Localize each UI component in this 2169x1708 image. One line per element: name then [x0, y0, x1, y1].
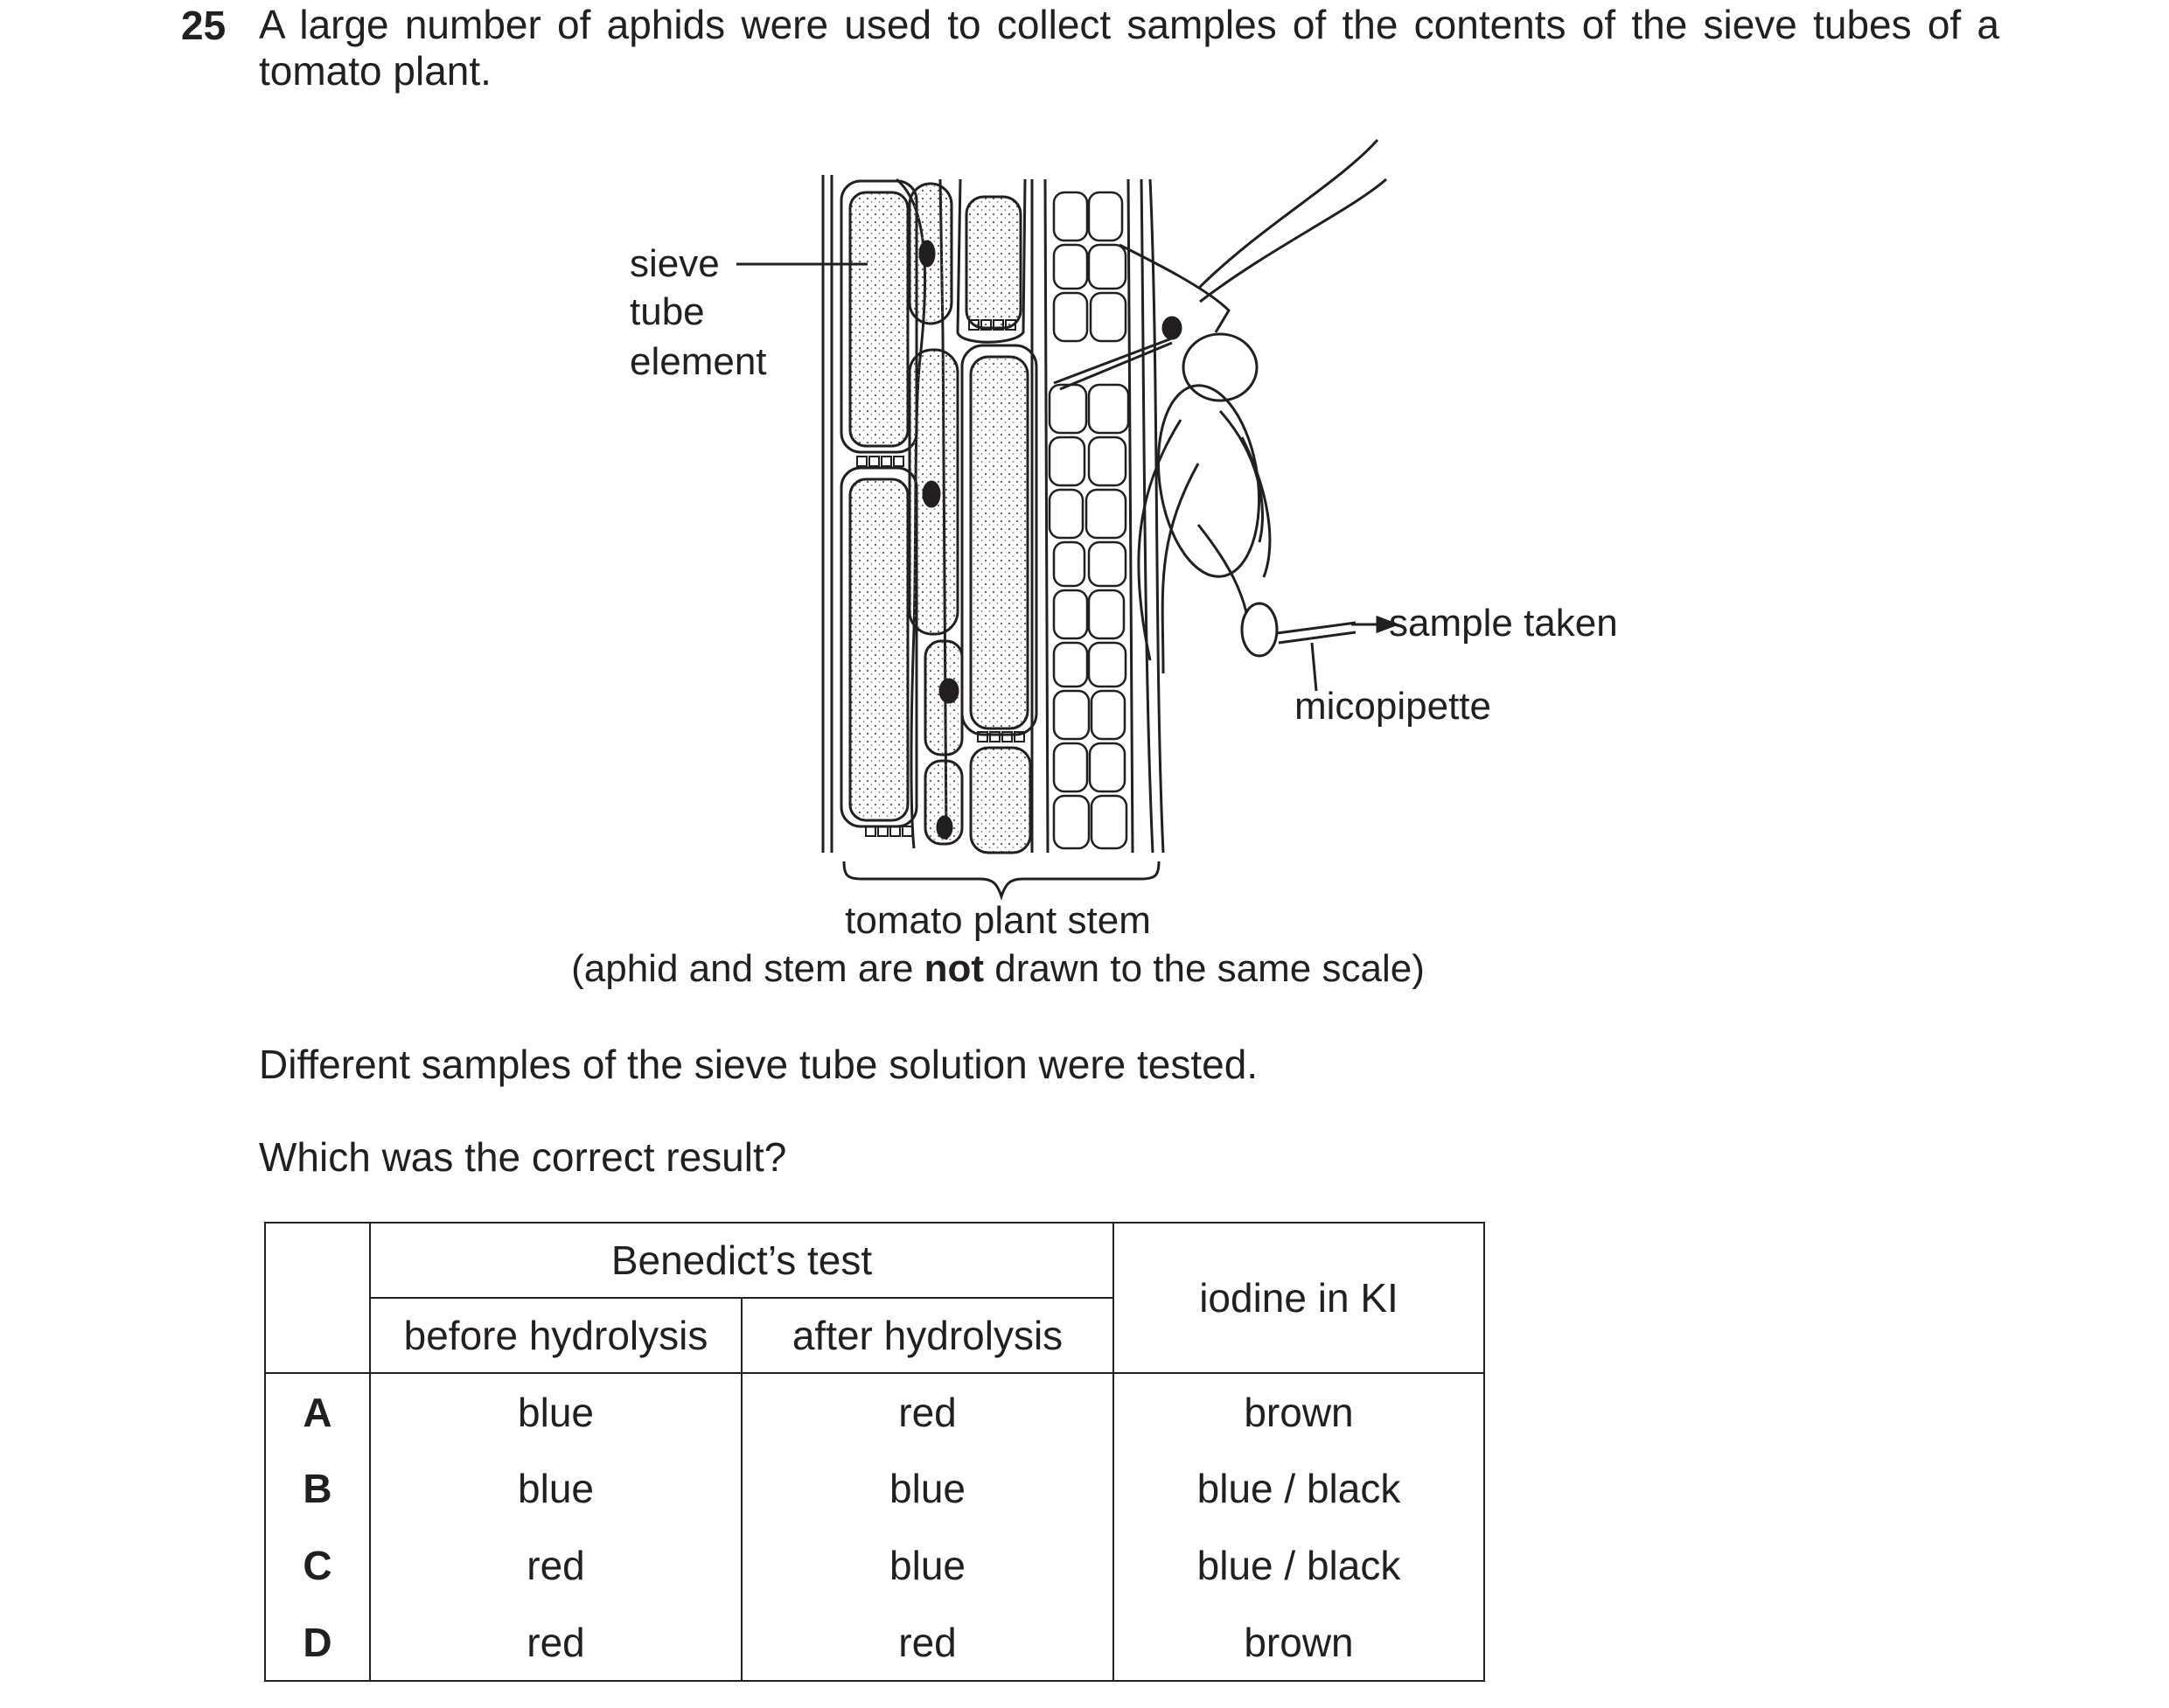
- option-letter: D: [265, 1604, 370, 1681]
- after-cell: blue: [742, 1527, 1113, 1604]
- sieve-label-line2: tube: [630, 290, 705, 333]
- option-letter: B: [265, 1450, 370, 1527]
- iodine-cell: brown: [1113, 1604, 1484, 1681]
- iodine-cell: brown: [1113, 1373, 1484, 1450]
- after-cell: red: [742, 1604, 1113, 1681]
- question-number: 25: [181, 3, 227, 48]
- after-cell: red: [742, 1373, 1113, 1450]
- results-table: [264, 1222, 1485, 1682]
- scale-caption: (aphid and stem are not drawn to the same scale): [571, 947, 1425, 990]
- table-row: [265, 1527, 1484, 1604]
- option-letter: A: [265, 1373, 370, 1450]
- table-header-row: [265, 1223, 1484, 1298]
- before-cell: red: [370, 1527, 742, 1604]
- benedicts-header: Benedict’s test: [370, 1223, 1113, 1298]
- sieve-label-line1: sieve: [630, 242, 720, 285]
- iodine-cell: blue / black: [1113, 1527, 1484, 1604]
- paragraph-question: Which was the correct result?: [259, 1134, 787, 1180]
- question-text: A large number of aphids were used to collect samples of the contents of the sieve tubes of a tomato plant.: [259, 2, 1999, 94]
- sample-taken-label: sample taken: [1389, 602, 1618, 645]
- before-hydrolysis-header: before hydrolysis: [370, 1298, 742, 1373]
- stem-label: tomato plant stem: [845, 899, 1151, 942]
- iodine-cell: blue / black: [1113, 1450, 1484, 1527]
- after-cell: blue: [742, 1450, 1113, 1527]
- micropipette-label: micopipette: [1294, 685, 1492, 728]
- before-cell: red: [370, 1604, 742, 1681]
- option-letter: C: [265, 1527, 370, 1604]
- sieve-label-line3: element: [630, 340, 767, 383]
- after-hydrolysis-header: after hydrolysis: [742, 1298, 1113, 1373]
- paragraph-samples: Different samples of the sieve tube solution were tested.: [259, 1042, 1259, 1087]
- iodine-header: iodine in KI: [1113, 1223, 1484, 1373]
- table-row: [265, 1450, 1484, 1527]
- table-row: [265, 1604, 1484, 1681]
- before-cell: blue: [370, 1450, 742, 1527]
- table-row: [265, 1373, 1484, 1450]
- before-cell: blue: [370, 1373, 742, 1450]
- blank-header-cell: [265, 1223, 370, 1373]
